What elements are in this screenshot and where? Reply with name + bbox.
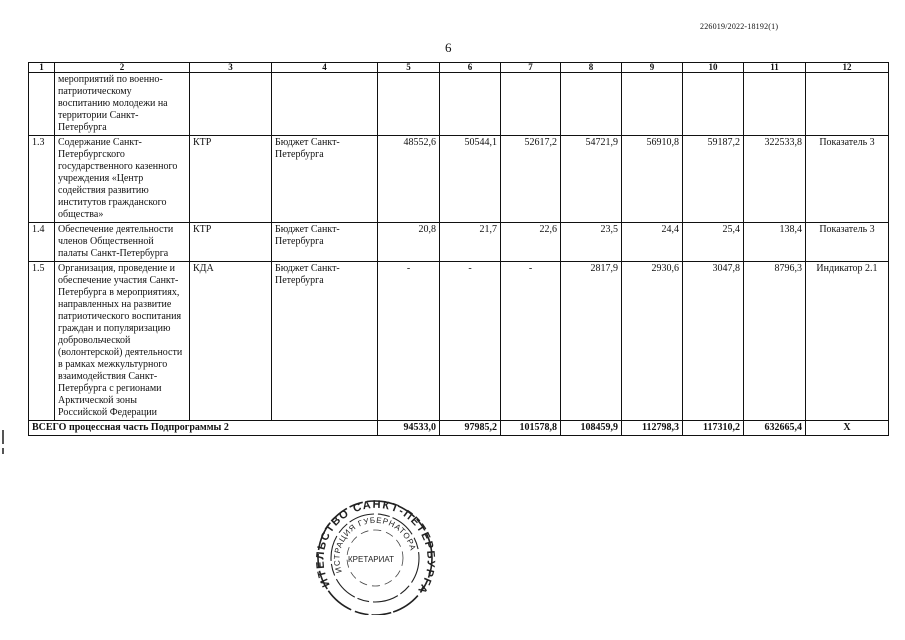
document-id: 226019/2022-18192(1) <box>700 22 779 31</box>
value-cell: 138,4 <box>744 223 806 262</box>
table-row <box>29 136 889 223</box>
col-header: 3 <box>190 63 272 73</box>
table-row <box>29 262 889 421</box>
activity-name: Обеспечение деятельности членов Общественной палаты Санкт-Петербурга <box>55 223 190 262</box>
value-cell: 59187,2 <box>683 136 744 223</box>
value-cell: 25,4 <box>683 223 744 262</box>
value-cell: 23,5 <box>561 223 622 262</box>
value-cell: 21,7 <box>440 223 501 262</box>
col-header: 1 <box>29 63 55 73</box>
executor: КДА <box>190 262 272 421</box>
col-header: 8 <box>561 63 622 73</box>
funding-source: Бюджет Санкт-Петербурга <box>272 262 378 421</box>
col-header: 10 <box>683 63 744 73</box>
value-cell: 48552,6 <box>378 136 440 223</box>
activity-name: Содержание Санкт-Петербургского государственного казенного учреждения «Центр содействия развитию институтов гражданского общества» <box>55 136 190 223</box>
value-cell: 20,8 <box>378 223 440 262</box>
row-number <box>29 73 55 136</box>
funding-source: Бюджет Санкт-Петербурга <box>272 136 378 223</box>
value-cell: 322533,8 <box>744 136 806 223</box>
total-value: 117310,2 <box>683 421 744 436</box>
total-value: 108459,9 <box>561 421 622 436</box>
svg-text:ИСТРАЦИЯ ГУБЕРНАТОРА <box>332 516 417 574</box>
value-cell <box>501 73 561 136</box>
funding-source <box>272 73 378 136</box>
total-indicator: Х <box>806 421 889 436</box>
row-number: 1.4 <box>29 223 55 262</box>
value-cell <box>440 73 501 136</box>
total-value: 97985,2 <box>440 421 501 436</box>
budget-table <box>28 62 889 436</box>
table-row <box>29 73 889 136</box>
indicator: Индикатор 2.1 <box>806 262 889 421</box>
page-number: 6 <box>445 40 452 55</box>
value-cell: 54721,9 <box>561 136 622 223</box>
col-header: 2 <box>55 63 190 73</box>
total-value: 112798,3 <box>622 421 683 436</box>
col-header: 9 <box>622 63 683 73</box>
col-header: 5 <box>378 63 440 73</box>
total-value: 101578,8 <box>501 421 561 436</box>
value-cell: 22,6 <box>501 223 561 262</box>
activity-name: мероприятий по военно-патриотическому воспитанию молодежи на территории Санкт-Петербурга <box>55 73 190 136</box>
row-number: 1.5 <box>29 262 55 421</box>
scan-mark <box>2 430 4 444</box>
seal-inner-text: ИСТРАЦИЯ ГУБЕРНАТОРА <box>332 515 418 575</box>
value-cell <box>561 73 622 136</box>
indicator: Показатель 3 <box>806 223 889 262</box>
executor <box>190 73 272 136</box>
value-cell: 2817,9 <box>561 262 622 421</box>
col-header: 7 <box>501 63 561 73</box>
value-cell: 2930,6 <box>622 262 683 421</box>
total-label: ВСЕГО процессная часть Подпрограммы 2 <box>29 421 378 436</box>
col-header: 6 <box>440 63 501 73</box>
value-cell: 56910,8 <box>622 136 683 223</box>
value-cell: 50544,1 <box>440 136 501 223</box>
indicator: Показатель 3 <box>806 136 889 223</box>
scan-mark <box>2 448 4 454</box>
col-header: 4 <box>272 63 378 73</box>
col-header: 12 <box>806 63 889 73</box>
value-cell: - <box>501 262 561 421</box>
executor: КТР <box>190 136 272 223</box>
official-seal <box>300 490 450 615</box>
table-row <box>29 223 889 262</box>
funding-source: Бюджет Санкт-Петербурга <box>272 223 378 262</box>
seal-outer-text: ИТЕЛЬСТВО САНКТ-ПЕТЕРБУРГА <box>314 498 437 597</box>
value-cell <box>683 73 744 136</box>
indicator <box>806 73 889 136</box>
col-header: 11 <box>744 63 806 73</box>
value-cell <box>622 73 683 136</box>
value-cell: 3047,8 <box>683 262 744 421</box>
total-row <box>29 421 889 436</box>
value-cell <box>378 73 440 136</box>
value-cell: 24,4 <box>622 223 683 262</box>
header-row <box>29 63 889 73</box>
row-number: 1.3 <box>29 136 55 223</box>
value-cell: 52617,2 <box>501 136 561 223</box>
activity-name: Организация, проведение и обеспечение участия Санкт-Петербурга в мероприятиях, направленных на развитие патриотического воспитания граждан и популяризацию добровольческой (волонтерской) деятельности в рамках межкультурного взаимодействия Санкт-Петербурга с регионами Арктической зоны Российской Федерации <box>55 262 190 421</box>
value-cell: - <box>378 262 440 421</box>
total-value: 632665,4 <box>744 421 806 436</box>
executor: КТР <box>190 223 272 262</box>
total-value: 94533,0 <box>378 421 440 436</box>
seal-center-text: КРЕТАРИАТ <box>348 555 394 564</box>
value-cell: 8796,3 <box>744 262 806 421</box>
value-cell: - <box>440 262 501 421</box>
value-cell <box>744 73 806 136</box>
